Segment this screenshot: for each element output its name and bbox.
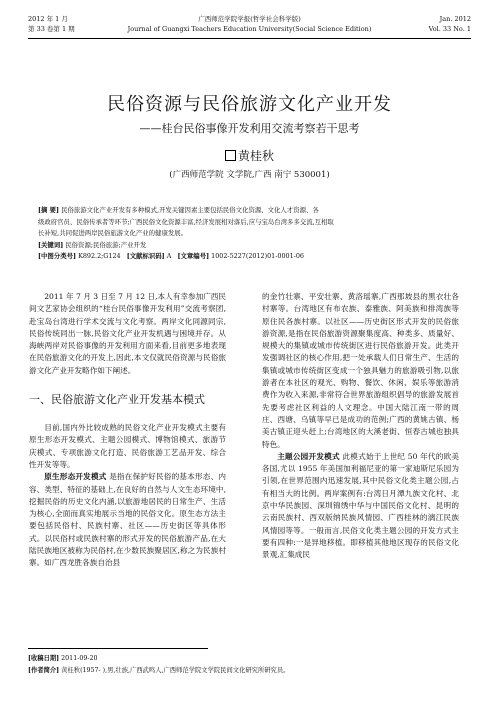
- right-column: [262, 291, 459, 562]
- footnote-block: [28, 653, 471, 677]
- journal-name-en: Journal of Guangxi Teachers Education University(Social Science Edition): [127, 25, 372, 33]
- classification-line: [38, 251, 459, 263]
- author-bio-line: [28, 665, 471, 677]
- article-title: 民俗资源与民俗旅游文化产业开发: [107, 94, 392, 115]
- modes-paragraph: 目前,国内外比较成熟的民俗文化产业开发模式主要有原生形态开发模式、主题公园模式、博物馆模式、旅游节庆模式、专项旅游文化打造、民俗旅游工艺品开发、综合性开发等等。: [29, 423, 226, 469]
- header-right: [429, 14, 471, 34]
- theme-park-term: 主题公园开发模式: [277, 451, 340, 461]
- header-date: 2012 年 1 月: [28, 15, 68, 23]
- article-id-label: [文章编号]: [177, 252, 210, 260]
- abstract-label: [摘 要]: [38, 206, 60, 214]
- section-heading: 一、民俗旅游文化产业开发基本模式: [29, 393, 205, 407]
- received-line: [28, 653, 471, 665]
- keywords-line: [38, 240, 459, 252]
- header-volume-en: Vol. 33 No. 1: [428, 25, 471, 33]
- received-date: 2011-09-20: [61, 655, 98, 662]
- original-mode-term: 原生形态开发模式: [44, 472, 107, 482]
- theme-park-text: 此模式始于上世纪 50 年代的欧美各国,尤以 1955 年美国加利福尼亚的第一家迪斯尼乐园为引领,在世界范围内迅速发展,其中民俗文化类主题公园,占有相当大的比例。两岸案例有:台湾日月潭九族文化村、北京中华民族园、深圳锦绣中华与中国民俗文化村、昆明的云南民族村、西双版纳民族风情园、广西桂林的漓江民族风情园等等。一般而言,民俗文化类主题公园的开发方式主要有四种:一是异地移植。即移植其他地区现存的民俗文化景观,汇集成民: [262, 451, 459, 560]
- theme-park-paragraph: [262, 451, 459, 562]
- header-rule: [28, 38, 471, 39]
- article-subtitle: ——桂台民俗事像开发利用交流考察若干思考: [139, 122, 360, 135]
- abstract-line-1: [38, 205, 459, 217]
- author-name: 黄桂秋: [237, 149, 274, 163]
- intro-paragraph: 2011 年 7 月 3 日至 7 月 12 日,本人有幸参加广西民间文艺家协会组织的“桂台民俗事像开发利用”交流考察团,赴宝岛台湾进行学术交流与文化考察。两岸文化同源同宗,民俗传统同出一脉,民俗文化产业开发机遇与困境并存。从海峡两岸对民俗事像的开发利用方面来看,目前更多地表现在民俗旅游文化的开发上,因此,本文仅就民俗资源与民俗旅游文化产业开发略作如下阐述。: [29, 292, 226, 375]
- article-id-value: 1002-5227(2012)01-0001-06: [211, 252, 304, 260]
- header-center: [118, 14, 381, 34]
- header-date-en: Jan. 2012: [439, 15, 471, 23]
- author-affiliation: (广西师范学院 文学院,广西 南宁 530001): [169, 170, 330, 180]
- keywords-text: 民俗资源;民俗旅游;产业开发: [65, 240, 147, 249]
- doc-code-value: A: [166, 252, 172, 260]
- abstract-text-3: 长补短,共同促进两岸民俗旅游文化产业的健康发展。: [38, 229, 188, 237]
- original-mode-text: 是指在保护好民俗的基本形态、内容、类型、特征的基础上,在良好的自然与人文生态环境中,挖掘民俗的历史文化内涵,以旅游地居民的日常生产、生活为核心,全面而真实地展示当地的民俗文化。原生态方法主要包括民俗村、民族村寨、社区——历史街区等具体形式。以民俗村或民族村寨的形式开发的民俗旅游产品,在大陆民族地区被称为民俗村,在少数民族聚居区,称之为民族村寨。如广西龙胜各族自治县: [29, 472, 226, 568]
- journal-name-cn: 广西师范学院学报(哲学社会科学版): [198, 15, 301, 23]
- clc-label: [中图分类号]: [38, 252, 77, 260]
- keywords-label: [关键词]: [38, 240, 64, 249]
- author-box-icon: [225, 150, 236, 161]
- received-label: [收稿日期]: [28, 655, 60, 662]
- abstract-text-1: 民俗旅游文化产业开发有多种模式,开发关键因素主要包括民俗文化资源、文化人才资源、各: [61, 206, 319, 214]
- header-left: [28, 14, 75, 34]
- running-header: [28, 14, 471, 40]
- community-paragraph: 的金竹壮寨、平安壮寨、黄洛瑶寨,广西那坡县的黑衣壮各村寨等。台湾地区有布农族、泰雅族、阿美族和排湾族等原住民各族村寨。以社区——历史街区形式开发的民俗旅游资源,是指在民俗旅游资源聚集度高、种类多、质量好、规模大的集镇或城市传统街区进行民俗旅游开发。此类开发强调社区的核心作用,把一处承载人们日常生产、生活的集镇或城市传统街区变成一个独具魅力的旅游吸引物,以旅游者在本社区的观光、购物、餐饮、休闲、娱乐等旅游消费作为收入来源,非常符合世界旅游组织倡导的旅游发展首先要考虑社区利益的人文理念。中国大陆江南一带的周庄、西塘、乌镇等早已是成功的范例;广西的黄姚古镇、杨美古镇正迎头赶上;台湾地区的大溪老街、恒春古城也独具特色。: [262, 292, 459, 449]
- author-bio-text: 黄桂秋(1957- ),男,壮族,广西武鸣人,广西师范学院文学院民间文化研究所研究员。: [61, 667, 290, 674]
- abstract-block: [38, 205, 459, 263]
- header-volume-cn: 第 33 卷第 1 期: [28, 25, 75, 33]
- clc-value: K892.2;G124: [78, 252, 121, 260]
- original-mode-paragraph: [29, 471, 226, 569]
- author-line: [0, 147, 499, 164]
- author-bio-label: [作者简介]: [28, 667, 60, 674]
- footnote-rule: [28, 648, 208, 649]
- doc-code-label: [文献标识码]: [126, 252, 165, 260]
- left-column: [29, 291, 226, 570]
- abstract-text-2: 级政府官员、民俗传承者等环节;广西民俗文化资源丰富,经济发展相对落后,应与宝岛台湾多多交流,互相取: [38, 217, 334, 226]
